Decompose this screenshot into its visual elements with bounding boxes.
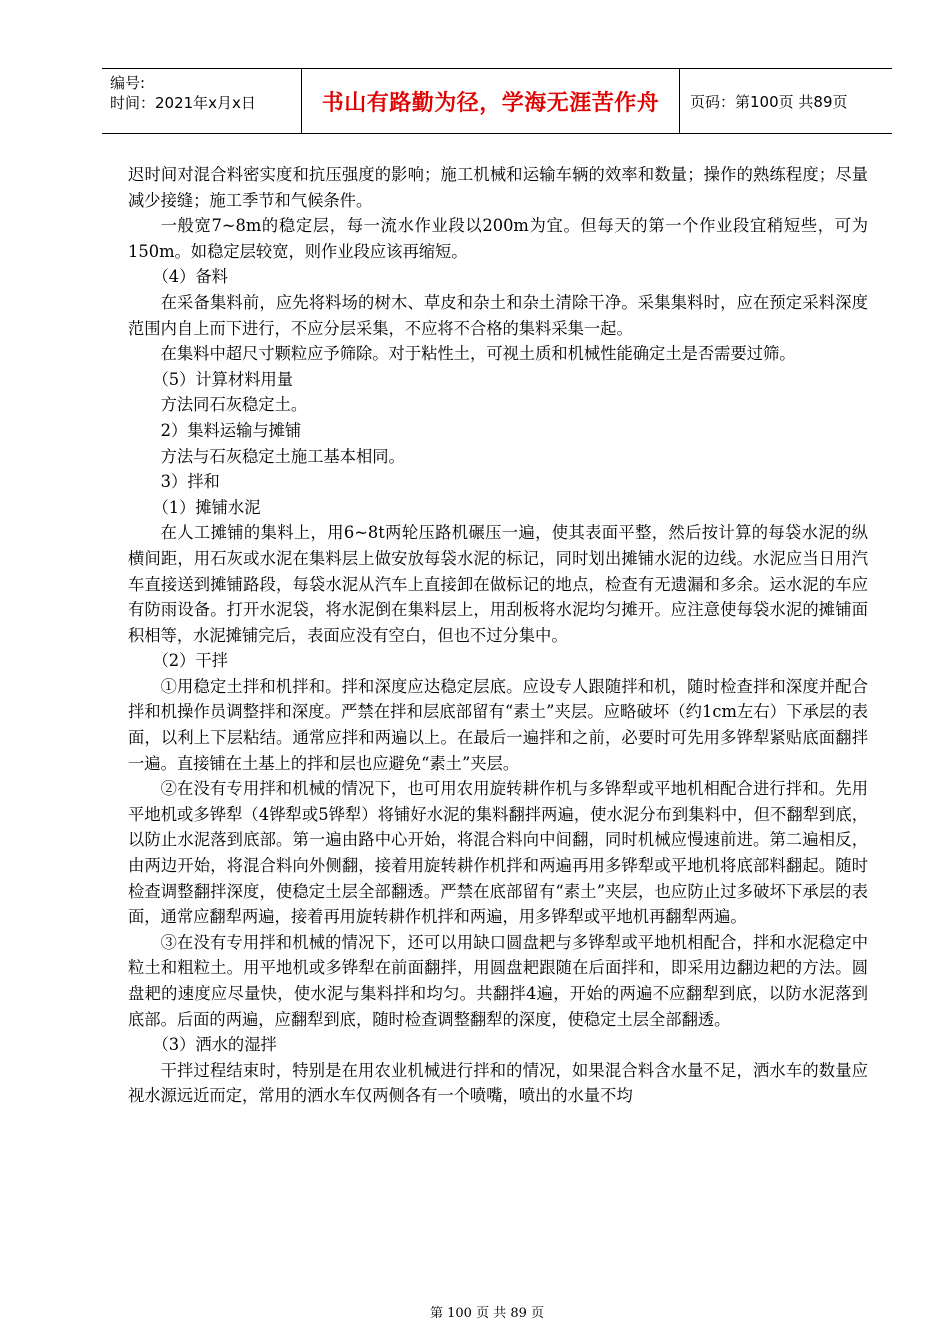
paragraph: 干拌过程结束时，特别是在用农业机械进行拌和的情况，如果混合料含水量不足，洒水车的数量应视水源远近而定，常用的洒水车仅两侧各有一个喷嘴，喷出的水量不均 (128, 1060, 868, 1106)
paragraph: 在采备集料前，应先将料场的树木、草皮和杂土和杂土清除干净。采集集料时，应在预定采料深度范围内自上而下进行，不应分层采集，不应将不合格的集料采集一起。 (128, 292, 868, 338)
paragraph: 方法与石灰稳定土施工基本相同。 (160, 446, 405, 466)
header-meta (102, 69, 302, 133)
paragraph: ③在没有专用拌和机械的情况下，还可以用缺口圆盘耙与多铧犁或平地机相配合，拌和水泥稳定中粒土和粗粒土。用平地机或多铧犁在前面翻拌，用圆盘耙跟随在后面拌和，即采用边翻边耙的方法。圆盘耙的速度应尽量快，使水泥与集料拌和均匀。共翻拌4遍，开始的两遍不应翻犁到底，以防水泥落到底部。后面的两遍，应翻犁到底，随时检查调整翻犁的深度，使稳定土层全部翻透。 (128, 932, 868, 1029)
paragraph: 迟时间对混合料密实度和抗压强度的影响；施工机械和运输车辆的效率和数量；操作的熟练程度；尽量减少接缝；施工季节和气候条件。 (128, 165, 868, 210)
paragraph: 在人工摊铺的集料上，用6~8t两轮压路机碾压一遍，使其表面平整，然后按计算的每袋水泥的纵横间距，用石灰或水泥在集料层上做安放每袋水泥的标记，同时划出摊铺水泥的边线。水泥应当日用汽车直接送到摊铺路段，每袋水泥从汽车上直接卸在做标记的地点，检查有无遗漏和多余。运水泥的车应有防雨设备。打开水泥袋，将水泥倒在集料层上，用刮板将水泥均匀摊开。应注意使每袋水泥的摊铺面积相等，水泥摊铺完后，表面应没有空白，但也不过分集中。 (128, 523, 868, 645)
paragraph: ①用稳定土拌和机拌和。拌和深度应达稳定层底。应设专人跟随拌和机，随时检查拌和深度并配合拌和机操作员调整拌和深度。严禁在拌和层底部留有“素土”夹层。应略破坏（约1cm左右）下承层的表面，以利上下层粘结。通常应拌和两遍以上。在最后一遍拌和之前，必要时可先用多铧犁紧贴底面翻拌一遍。直接铺在土基上的拌和层也应避免“素土”夹层。 (128, 676, 868, 773)
section-heading: （3）洒水的湿拌 (152, 1035, 277, 1055)
section-heading: 3）拌和 (160, 472, 220, 492)
section-heading: （5）计算材料用量 (152, 369, 294, 389)
paragraph: 方法同石灰稳定土。 (160, 395, 308, 415)
section-heading: （1）摊铺水泥 (152, 497, 261, 517)
section-heading: （4）备料 (152, 267, 228, 287)
document-body (128, 162, 868, 1109)
header-page-info: 页码：第100页 共89页 (690, 92, 848, 111)
document-number-label: 编号: (110, 74, 146, 92)
paragraph: 在集料中超尺寸颗粒应予筛除。对于粘性土，可视土质和机械性能确定土是否需要过筛。 (160, 344, 796, 364)
page-footer: 第 100 页 共 89 页 (430, 1306, 545, 1321)
paragraph: 一般宽7~8m的稳定层，每一流水作业段以200m为宜。但每天的第一个作业段宜稍短些，可为150m。如稳定层较宽，则作业段应该再缩短。 (128, 216, 868, 261)
section-heading: 2）集料运输与摊铺 (160, 420, 302, 440)
document-time-label: 时间：2021年x月x日 (110, 94, 256, 112)
page-header (102, 68, 892, 134)
header-motto: 书山有路勤为径，学海无涯苦作舟 (302, 69, 680, 133)
paragraph: ②在没有专用拌和机械的情况下，也可用农用旋转耕作机与多铧犁或平地机相配合进行拌和。先用平地机或多铧犁（4铧犁或5铧犁）将铺好水泥的集料翻拌两遍，使水泥分布到集料中，但不翻犁到底，以防止水泥落到底部。第一遍由路中心开始，将混合料向中间翻，同时机械应慢速前进。第二遍相反，由两边开始，将混合料向外侧翻，接着用旋转耕作机拌和两遍再用多铧犁或平地机将底部料翻起。随时检查调整翻拌深度，使稳定土层全部翻透。严禁在底部留有“素土”夹层，也应防止过多破坏下承层的表面，通常应翻犁两遍，接着再用旋转耕作机拌和两遍，用多铧犁或平地机再翻犁两遍。 (128, 779, 868, 927)
section-heading: （2）干拌 (152, 651, 228, 671)
